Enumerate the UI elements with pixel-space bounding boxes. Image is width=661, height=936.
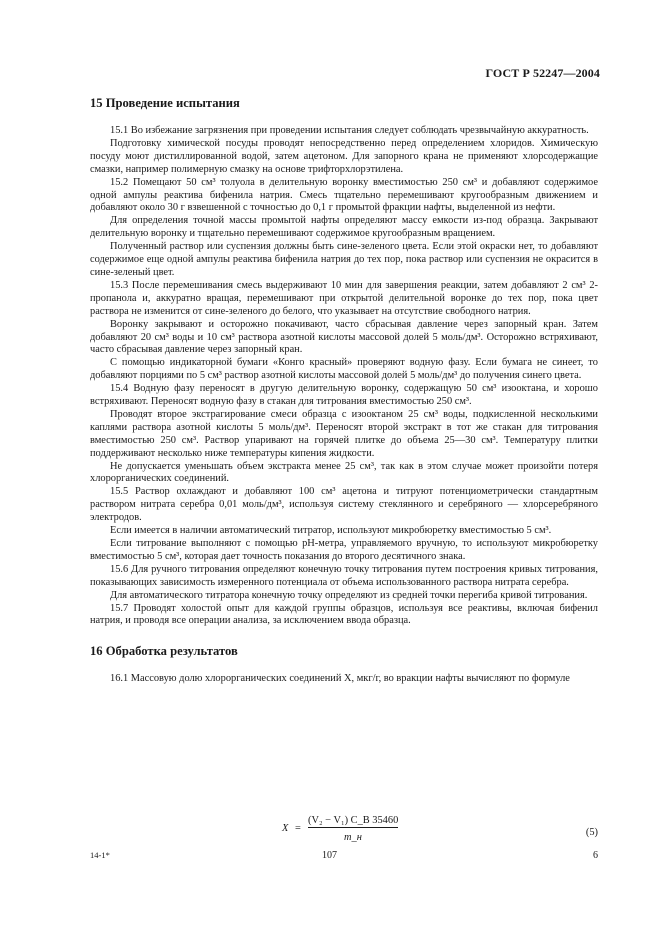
paragraph: Для автоматического титратора конечную точку определяют из средней точки перегиба кривой титрования. — [110, 589, 588, 601]
paragraph: 16.1 Массовую долю хлорорганических соединений X, мкг/г, во вракции нафты вычисляют по формуле — [110, 673, 570, 685]
paragraph: 15.5 Раствор охлаждают и добавляют 100 см³ ацетона и титруют потенциометрически стандартным раствором нитрата серебра 0,01 моль/дм³, используя систему стеклянного и серебряного — хлорсеребряного электродов. — [90, 486, 598, 524]
paragraph: Не допускается уменьшать объем экстракта менее 25 см³, так как в этом случае может произойти потеря хлорорганических соединений. — [90, 460, 598, 485]
formula-number: (5) — [585, 827, 598, 838]
paragraph: Полученный раствор или суспензия должны быть сине-зеленого цвета. Если этой окраски нет, то добавляют содержимое еще одной ампулы реактива бифенила натрия до тех пор, пока раствор или суспензия не окрасится в сине-зеленый цвет. — [90, 241, 598, 278]
formula-5 — [282, 815, 598, 847]
paragraph: Проводят второе экстрагирование смеси образца с изооктаном 25 см³ воды, подкисленной несколькими каплями раствора азотной кислоты 5 моль/дм³. Переносят второй экстракт в тот же стакан для титрования вместимостью 250 см³. Раствор упаривают на горячей плитке до объема 25—30 см³. Температуру плитки поддерживают несколько ниже температуры кипения жидкости. — [90, 408, 598, 459]
paragraph: 15.6 Для ручного титрования определяют конечную точку титрования путем построения кривых титрования, показывающих зависимость измеренного потенциала от объема использованного раствора нитрата серебра. — [90, 563, 598, 588]
formula-equals: = — [295, 823, 301, 834]
formula-lhs: X — [282, 823, 289, 834]
document-header: ГОСТ Р 52247—2004 — [485, 66, 600, 80]
paragraph: 15.4 Водную фазу переносят в другую делительную воронку, содержащую 50 см³ изооктана, и хорошо встряхивают. Переносят водную фазу в стакан для титрования вместимостью 250 см³. — [90, 383, 598, 408]
paragraph: С помощью индикаторной бумаги «Конго красный» проверяют водную фазу. Если бумага не синеет, то добавляют порциями по 5 см³ раствор азотной кислоты массовой долей 5 моль/дм³ до получения синего цвета. — [90, 357, 598, 382]
paragraph: Подготовку химической посуды проводят непосредственно перед определением хлоридов. Химическую посуду моют дистиллированной водой, затем ацетоном. Для запорного крана не применяют хлорсодержащие смазки, например полимерную смазку на основе трифторхлорэтилена. — [90, 137, 598, 175]
paragraph: Если имеется в наличии автоматический титратор, используют микробюретку вместимостью 5 см³. — [110, 525, 552, 537]
footer-print-mark: 14-1* — [90, 850, 110, 860]
section-16-title: 16 Обработка результатов — [90, 644, 238, 659]
paragraph: 15.3 После перемешивания смесь выдерживают 10 мин для завершения реакции, затем добавляют 2 см³ 2-пропанола и, аккуратно вращая, перемешивают при открытой делительной воронке до тех пор, пока цвет раствора не изменится от сине-зеленого до белого, что указывает на отсутствие свободного натрия. — [90, 279, 598, 317]
paragraph: Воронку закрывают и осторожно покачивают, часто сбрасывая давление через запорный кран. Затем добавляют 20 см³ воды и 10 см³ раствора азотной кислоты массовой долей 5 моль/дм³. Осторожно встряхивают, часто сбрасывая давление через запорный кран. — [90, 318, 598, 356]
formula-numerator: (V₂ − V₁) C_B 35460 — [308, 815, 399, 826]
main-content — [90, 96, 598, 686]
paragraph: 15.1 Во избежание загрязнения при проведении испытания следует соблюдать чрезвычайную аккуратность. — [110, 125, 589, 136]
formula-denominator: m_н — [344, 832, 362, 843]
paragraph: 15.7 Проводят холостой опыт для каждой группы образцов, используя все реактивы, включая бифенил натрия, и проводя все операции анализа, за исключением ввода образца. — [90, 602, 598, 627]
paragraph: 15.2 Помещают 50 см³ толуола в делительную воронку вместимостью 250 см³ и добавляют содержимое одной ампулы реактива бифенила натрия. Смесь тщательно перемешивают кругообразным движением и добавляют около 30 г взвешенной с точностью до 0,1 г промытой фракции нафты, выделенной из нефти. — [90, 176, 598, 214]
paragraph: Для определения точной массы промытой нафты определяют массу емкости из-под образца. Закрывают делительную воронку и тщательно перемешивают содержимое кругообразным вращением. — [90, 215, 598, 240]
footer-page-number: 107 — [322, 850, 337, 861]
footer-doc-page: 6 — [593, 850, 598, 861]
paragraph: Если титрование выполняют с помощью pH-метра, управляемого вручную, то используют микробюретку вместимостью 5 см³, которая дает точность показания до второго десятичного знака. — [90, 538, 598, 562]
section-15-title: 15 Проведение испытания — [90, 96, 240, 110]
